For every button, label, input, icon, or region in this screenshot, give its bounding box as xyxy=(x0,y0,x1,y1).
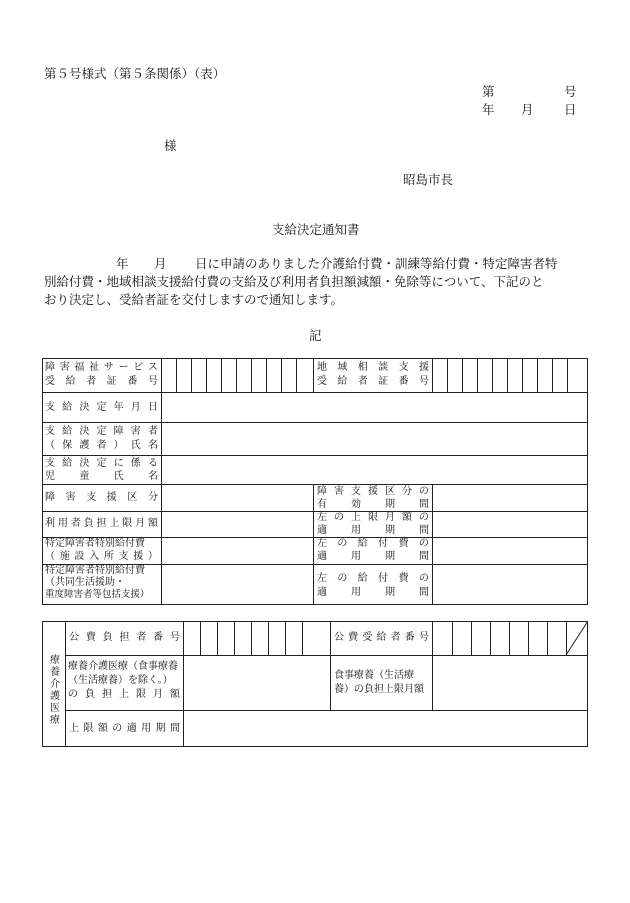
cert1-label-2: 受 給 者 証 番 号 xyxy=(45,376,158,387)
guardian-label-1: 支 給 決 定 障 害 者 xyxy=(45,426,158,437)
body-line-2: 別給付費・地域相談支援給付費の支給及び利用者負担額減額・免除等について、下記のと xyxy=(44,274,544,289)
support-class-label: 障 害 支 援 区 分 xyxy=(45,492,158,503)
form-number: 第５号様式（第５条関係）（表） xyxy=(44,66,226,81)
date-month: 月 xyxy=(521,102,534,117)
limit-period-label: 上 限 額 の 適 用 期 間 xyxy=(69,723,180,734)
body-line-3: おり決定し、受給者証を交付しますので通知します。 xyxy=(44,292,344,307)
body-line-1: 日に申請のありました介護給付費・訓練等給付費・特定障害者特 xyxy=(195,256,558,271)
date-day: 日 xyxy=(564,102,577,117)
cert2-label-2: 受 給 者 証 番 号 xyxy=(317,376,429,387)
special1-label-2: （ 施 設 入 所 支 援 ） xyxy=(45,551,158,562)
support-period-label-1: 障 害 支 援 区 分 の xyxy=(317,486,429,497)
date-year: 年 xyxy=(482,102,495,117)
medical-label-3: の 負 担 上 限 月 額 xyxy=(68,689,180,700)
diagonal-slash xyxy=(566,621,588,655)
meal-label-2: 養）の負担上限月額 xyxy=(334,684,424,695)
medical-label-1: 療養介護医療（食事療養 xyxy=(68,661,178,672)
pay-period1-label-2: 適 用 期 間 xyxy=(317,551,429,562)
limit-period-label-2: 適 用 期 間 xyxy=(317,525,429,536)
number-prefix: 第 xyxy=(482,84,495,99)
cert1-label-1: 障 害 福 祉 サ ー ビ ス xyxy=(45,362,158,373)
limit-period-label-1: 左 の 上 限 月 額 の xyxy=(317,512,429,523)
sender: 昭島市長 xyxy=(403,172,454,187)
special2-label-1: 特定障害者特別給付費 xyxy=(45,565,145,576)
pay-period2-label-1: 左 の 給 付 費 の xyxy=(317,573,429,584)
decision-date-label: 支 給 決 定 年 月 日 xyxy=(45,402,158,413)
meal-label-1: 食事療養（生活療 xyxy=(334,670,414,681)
burden-limit-label: 利 用 者 負 担 上 限 月 額 xyxy=(45,518,158,529)
child-label-2: 児 童 氏 名 xyxy=(45,471,158,482)
pay-period2-label-2: 適 用 期 間 xyxy=(317,587,429,598)
body-year: 年 xyxy=(116,256,129,271)
special2-label-3: 重度障害者等包括支援） xyxy=(45,589,150,600)
side-label: 療 養 介 護 医 療 xyxy=(50,655,60,726)
support-period-label-2: 有 効 期 間 xyxy=(317,499,429,510)
pay-period1-label-1: 左 の 給 付 費 の xyxy=(317,538,429,549)
payer-no-label: 公 費 負 担 者 番 号 xyxy=(69,632,180,643)
document-title: 支給決定通知書 xyxy=(272,222,360,237)
special2-label-2: （共同生活援助・ xyxy=(45,577,125,588)
special1-label-1: 特定障害者特別給付費 xyxy=(45,538,145,549)
child-label-1: 支 給 決 定 に 係 る xyxy=(45,458,158,469)
addressee-suffix: 様 xyxy=(164,138,177,153)
guardian-label-2: （ 保 護 者 ） 氏 名 xyxy=(45,440,158,451)
number-suffix: 号 xyxy=(564,84,577,99)
cert2-label-1: 地 域 相 談 支 援 xyxy=(317,362,429,373)
body-month: 月 xyxy=(154,256,167,271)
medical-label-2: （生活療養）を除く。） xyxy=(68,675,173,686)
recipient-no-label: 公 費 受 給 者 番 号 xyxy=(334,632,429,643)
ki-mark: 記 xyxy=(309,328,322,343)
